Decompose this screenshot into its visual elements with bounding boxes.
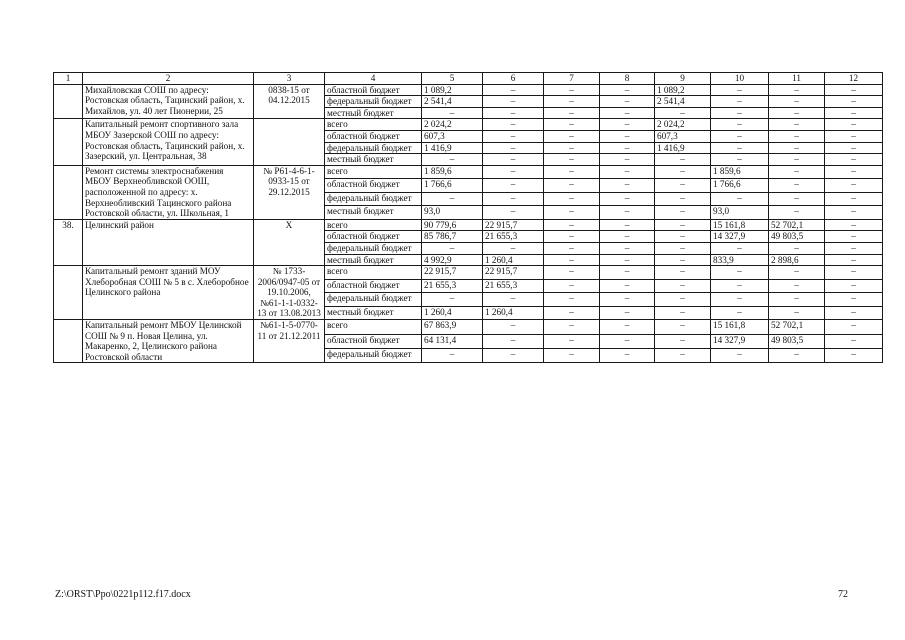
amount-cell: – [655,306,711,320]
amount-cell: 1 089,2 [655,84,711,96]
amount-cell: – [544,266,600,279]
amount-cell: 2 024,2 [422,119,483,131]
amount-cell: – [711,107,769,119]
row-index [54,84,83,119]
amount-cell: – [711,348,769,362]
amount-cell: – [600,179,655,192]
footer-file-path: Z:\ORST\Ppo\0221p112.f17.docx [55,589,191,600]
amount-cell: – [825,334,883,348]
amount-cell: – [825,266,883,279]
amount-cell: 90 779,6 [422,219,483,231]
amount-cell: – [600,320,655,334]
amount-cell: – [655,348,711,362]
amount-cell: – [655,219,711,231]
amount-cell: – [600,96,655,108]
amount-cell: – [544,306,600,320]
amount-cell: – [825,206,883,220]
amount-cell: – [483,192,544,205]
object-name: Ремонт системы электроснабжения МБОУ Верхнеобливской ООШ, расположенной по адресу: х. Верхнеобливский Тацинского района Ростовской области, ул. Школьная, 1 [83,165,254,219]
amount-cell: – [600,242,655,254]
amount-cell: 4 992,9 [422,254,483,266]
amount-cell: – [600,231,655,243]
amount-cell: – [422,293,483,306]
amount-cell: – [544,334,600,348]
amount-cell: 2 024,2 [655,119,711,131]
amount-cell: – [483,107,544,119]
amount-cell: – [600,165,655,178]
amount-cell: – [544,206,600,220]
amount-cell: 1 260,4 [483,254,544,266]
amount-cell: 1 766,6 [711,179,769,192]
amount-cell: – [483,242,544,254]
amount-cell: – [544,231,600,243]
amount-cell: – [600,254,655,266]
amount-cell: – [600,279,655,292]
amount-cell: – [544,254,600,266]
amount-cell: – [769,179,825,192]
amount-cell: – [483,154,544,166]
amount-cell: – [483,348,544,362]
amount-cell: – [769,165,825,178]
amount-cell: 1 260,4 [422,306,483,320]
header-cell: 2 [83,73,254,85]
amount-cell: – [600,334,655,348]
amount-cell: – [655,320,711,334]
amount-cell: – [711,154,769,166]
amount-cell: – [655,192,711,205]
funding-source: федеральный бюджет [325,293,422,306]
amount-cell: 52 702,1 [769,320,825,334]
amount-cell: – [655,154,711,166]
document-ref: 0838-15 от 04.12.2015 [254,84,325,119]
amount-cell: – [655,165,711,178]
amount-cell: 15 161,8 [711,219,769,231]
amount-cell: – [600,107,655,119]
amount-cell: – [711,293,769,306]
amount-cell: 85 786,7 [422,231,483,243]
amount-cell: – [825,231,883,243]
funding-source: всего [325,320,422,334]
amount-cell: – [825,119,883,131]
amount-cell: 1 260,4 [483,306,544,320]
funding-source: всего [325,165,422,178]
amount-cell: – [483,130,544,142]
funding-source: федеральный бюджет [325,348,422,362]
funding-source: федеральный бюджет [325,192,422,205]
amount-cell: – [600,130,655,142]
row-index: 38. [54,219,83,265]
amount-cell: – [769,348,825,362]
amount-cell: 1 859,6 [711,165,769,178]
header-cell: 11 [769,73,825,85]
amount-cell: – [600,154,655,166]
amount-cell: 93,0 [422,206,483,220]
funding-source: всего [325,219,422,231]
amount-cell: 2 541,4 [422,96,483,108]
amount-cell: – [825,179,883,192]
amount-cell: – [544,192,600,205]
amount-cell: – [825,306,883,320]
amount-cell: – [825,254,883,266]
table-row [54,320,883,334]
amount-cell: – [483,142,544,154]
amount-cell: – [825,107,883,119]
amount-cell: – [769,306,825,320]
header-cell: 1 [54,73,83,85]
table-row [54,219,883,231]
amount-cell: – [422,154,483,166]
amount-cell: – [825,142,883,154]
amount-cell: 93,0 [711,206,769,220]
amount-cell: – [825,242,883,254]
header-cell: 4 [325,73,422,85]
object-name: Капитальный ремонт зданий МОУ Хлеборобная СОШ № 5 в с. Хлеборобное Целинского района [83,266,254,320]
amount-cell: – [544,293,600,306]
funding-source: местный бюджет [325,254,422,266]
amount-cell: 2 541,4 [655,96,711,108]
amount-cell: – [711,266,769,279]
amount-cell: – [769,130,825,142]
document-ref: Х [254,219,325,265]
amount-cell: – [655,242,711,254]
object-name: Капитальный ремонт спортивного зала МБОУ Зазерской СОШ по адресу: Ростовская область, Тацинский район, х. Зазерский, ул. Центральная, 38 [83,119,254,165]
amount-cell: 22 915,7 [483,266,544,279]
row-index [54,320,83,363]
amount-cell: 1 089,2 [422,84,483,96]
amount-cell: 21 655,3 [483,279,544,292]
amount-cell: 21 655,3 [483,231,544,243]
amount-cell: – [544,242,600,254]
amount-cell: – [769,279,825,292]
amount-cell: – [769,84,825,96]
table-row [54,266,883,279]
funding-source: всего [325,119,422,131]
amount-cell: – [825,96,883,108]
amount-cell: – [655,179,711,192]
document-ref: №61-1-5-0770-11 от 21.12.2011 [254,320,325,363]
amount-cell: 49 803,5 [769,231,825,243]
amount-cell: – [600,219,655,231]
amount-cell: – [600,206,655,220]
document-ref: № 1733-2006/0947-05 от 19.10.2006, №61-1-1-0332-13 от 13.08.2013 [254,266,325,320]
amount-cell: 15 161,8 [711,320,769,334]
header-cell: 10 [711,73,769,85]
amount-cell: 607,3 [422,130,483,142]
amount-cell: – [544,348,600,362]
funding-source: областной бюджет [325,179,422,192]
amount-cell: – [544,279,600,292]
funding-source: всего [325,266,422,279]
amount-cell: – [769,119,825,131]
amount-cell: – [825,165,883,178]
amount-cell: – [544,179,600,192]
funding-source: областной бюджет [325,279,422,292]
amount-cell: – [825,279,883,292]
amount-cell: 14 327,9 [711,334,769,348]
amount-cell: – [825,320,883,334]
funding-source: местный бюджет [325,306,422,320]
funding-source: местный бюджет [325,206,422,220]
funding-source: областной бюджет [325,84,422,96]
amount-cell: – [769,266,825,279]
amount-cell: – [711,130,769,142]
amount-cell: – [600,192,655,205]
amount-cell: 67 863,9 [422,320,483,334]
amount-cell: – [600,293,655,306]
amount-cell: – [544,154,600,166]
amount-cell: – [600,142,655,154]
amount-cell: – [655,254,711,266]
amount-cell: – [544,130,600,142]
amount-cell: – [422,242,483,254]
row-index [54,266,83,320]
header-cell: 12 [825,73,883,85]
object-name: Целинский район [83,219,254,265]
amount-cell: – [544,320,600,334]
amount-cell: – [600,348,655,362]
amount-cell: – [711,84,769,96]
amount-cell: – [483,84,544,96]
amount-cell: – [655,231,711,243]
amount-cell: 52 702,1 [769,219,825,231]
amount-cell: – [711,96,769,108]
amount-cell: 49 803,5 [769,334,825,348]
row-index [54,119,83,165]
amount-cell: 2 898,6 [769,254,825,266]
amount-cell: – [544,142,600,154]
funding-source: областной бюджет [325,231,422,243]
amount-cell: – [600,266,655,279]
amount-cell: 14 327,9 [711,231,769,243]
funding-source: местный бюджет [325,107,422,119]
amount-cell: – [655,107,711,119]
amount-cell: – [655,206,711,220]
amount-cell: – [655,266,711,279]
amount-cell: – [483,119,544,131]
funding-source: федеральный бюджет [325,242,422,254]
header-cell: 9 [655,73,711,85]
amount-cell: – [769,242,825,254]
page-number: 72 [838,589,848,600]
amount-cell: – [600,119,655,131]
amount-cell: – [600,84,655,96]
amount-cell: – [483,320,544,334]
row-index [54,165,83,219]
document-ref: № Р61-4-6-1-0933-15 от 29.12.2015 [254,165,325,219]
funding-source: федеральный бюджет [325,142,422,154]
header-cell: 5 [422,73,483,85]
amount-cell: 22 915,7 [422,266,483,279]
amount-cell: – [483,293,544,306]
amount-cell: – [769,206,825,220]
amount-cell: – [769,192,825,205]
amount-cell: – [711,279,769,292]
amount-cell: 1 416,9 [422,142,483,154]
amount-cell: – [769,142,825,154]
amount-cell: – [825,219,883,231]
amount-cell: 21 655,3 [422,279,483,292]
amount-cell: – [422,107,483,119]
amount-cell: – [544,107,600,119]
funding-source: областной бюджет [325,130,422,142]
budget-table [53,72,883,363]
header-cell: 7 [544,73,600,85]
amount-cell: – [655,279,711,292]
amount-cell: – [544,96,600,108]
amount-cell: 22 915,7 [483,219,544,231]
header-cell: 6 [483,73,544,85]
header-cell: 8 [600,73,655,85]
amount-cell: – [655,334,711,348]
amount-cell: – [825,192,883,205]
table-row [54,84,883,96]
amount-cell: – [483,165,544,178]
amount-cell: – [483,179,544,192]
amount-cell: 607,3 [655,130,711,142]
amount-cell: 833,9 [711,254,769,266]
amount-cell: – [483,334,544,348]
funding-source: местный бюджет [325,154,422,166]
amount-cell: 1 416,9 [655,142,711,154]
amount-cell: – [544,119,600,131]
amount-cell: 1 766,6 [422,179,483,192]
table-row [54,165,883,178]
amount-cell: 64 131,4 [422,334,483,348]
amount-cell: – [825,348,883,362]
object-name: Михайловская СОШ по адресу: Ростовская область, Тацинский район, х. Михайлов, ул. 40 лет Пионерии, 25 [83,84,254,119]
amount-cell: – [769,154,825,166]
amount-cell: – [483,206,544,220]
amount-cell: – [769,107,825,119]
amount-cell: – [711,119,769,131]
amount-cell: – [711,142,769,154]
amount-cell: – [655,293,711,306]
amount-cell: – [825,84,883,96]
amount-cell: – [825,130,883,142]
amount-cell: – [825,154,883,166]
amount-cell: – [711,242,769,254]
amount-cell: – [544,165,600,178]
funding-source: областной бюджет [325,334,422,348]
header-row [54,73,883,85]
amount-cell: – [825,293,883,306]
amount-cell: – [544,84,600,96]
amount-cell: – [483,96,544,108]
amount-cell: – [422,192,483,205]
amount-cell: – [711,192,769,205]
amount-cell: – [422,348,483,362]
amount-cell: – [769,293,825,306]
amount-cell: – [544,219,600,231]
amount-cell: – [711,306,769,320]
header-cell: 3 [254,73,325,85]
amount-cell: 1 859,6 [422,165,483,178]
amount-cell: – [600,306,655,320]
document-ref [254,119,325,165]
amount-cell: – [769,96,825,108]
funding-source: федеральный бюджет [325,96,422,108]
table-body [54,73,883,363]
object-name: Капитальный ремонт МБОУ Целинской СОШ № 9 п. Новая Целина, ул. Макаренко, 2, Целинского района Ростовской области [83,320,254,363]
table-row [54,119,883,131]
